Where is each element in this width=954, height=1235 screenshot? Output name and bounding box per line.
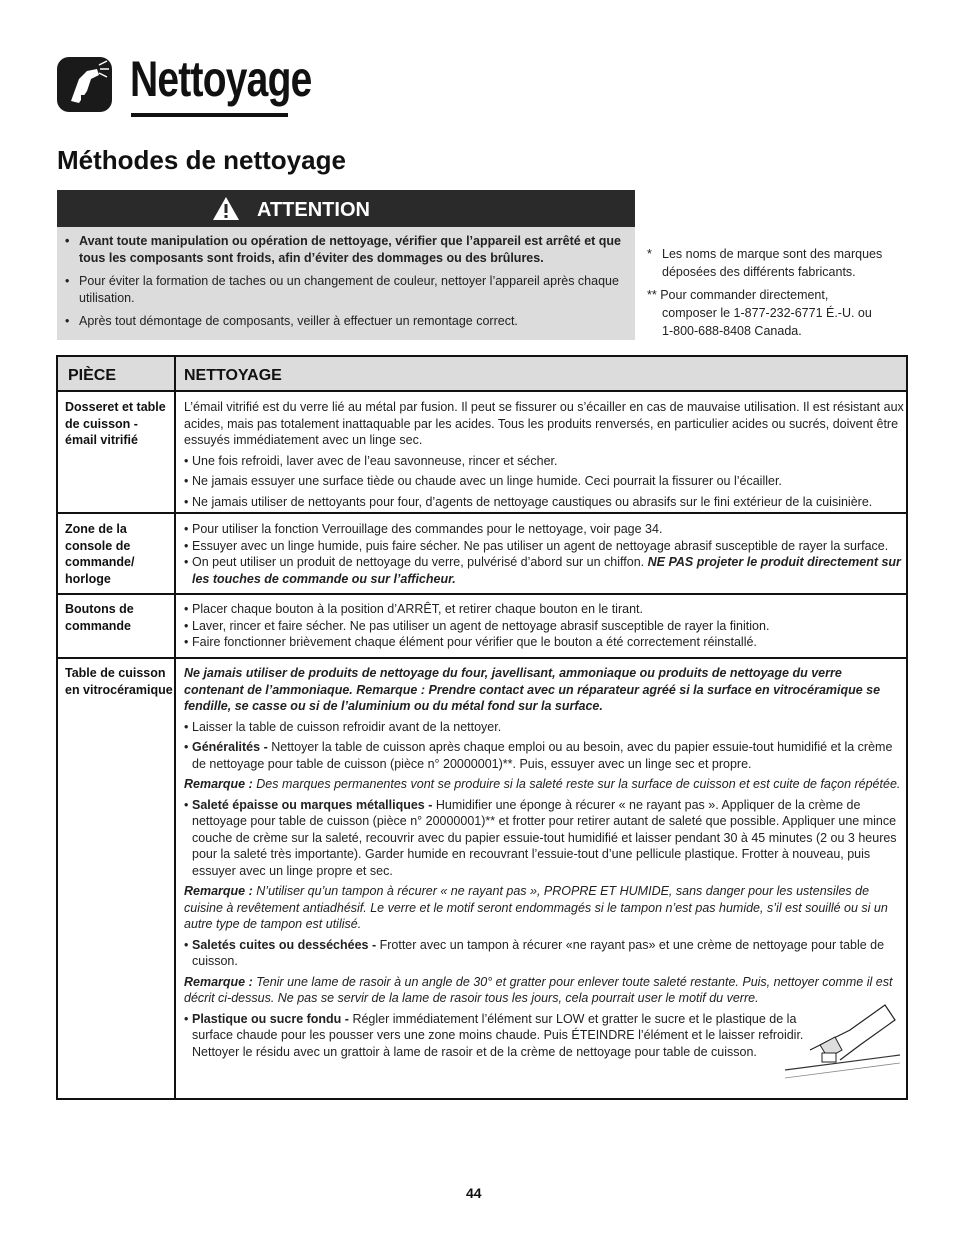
bullet-text: Humidifier une éponge à récurer « ne rayant pas ». Appliquer de la crème de nettoyage pour table de cuisson (pièce n° 20000001)** et frotter pour retirer autant de saleté que possible. Appliquer une mince couche de crème sur la saleté, recouvrir avec du papier essuie-tout humidifié et laisser pendant 30 à 45 minutes (2 ou 3 heures pour la saleté très importante). Garder humide en recouvrant l’essuie-tout d’une pellicule plastique. Frotter à nouveau, puis essuyer avec un linge propre et sec. [192,797,897,878]
row-content [184,601,904,651]
note-label: Remarque : [184,974,253,989]
razor-scraper-illustration [780,990,905,1095]
row-note [184,776,904,793]
row-bullet: • Faire fonctionner brièvement chaque élément pour vérifier que le bouton a été correctement réinstallé. [184,634,904,651]
row-bullet: • Ne jamais essuyer une surface tiède ou chaude avec un linge humide. Ceci pourrait la fissurer ou l’écailler. [184,473,904,490]
bullet-label: Généralités - [192,740,268,754]
column-divider [174,357,176,1098]
bullet-label: Saleté épaisse ou marques métalliques - [192,797,433,812]
row-bullet: • Laisser la table de cuisson refroidir avant de la nettoyer. [184,719,904,736]
bullet-label: Saletés cuites ou desséchées - [192,937,377,952]
row-piece: Dosseret et table de cuisson - émail vitrifié [65,400,166,447]
warning-triangle-icon [212,196,240,221]
column-header-piece: PIÈCE [68,367,117,384]
attention-list [62,233,632,336]
note-text: N’utiliser qu’un tampon à récurer « ne rayant pas », PROPRE ET HUMIDE, sans danger pour les ustensiles de cuisine à revêtement antiadhésif. Le verre et le motif seront endommagés si le tampon n’est pas humide, s’il est souillé ou si un autre type de tampon est utilisé. [184,884,888,931]
row-bullet [184,797,904,880]
footnote-dstar-1: ** Pour commander directement, [647,288,829,302]
row-divider [58,593,906,595]
column-header-nettoyage: NETTOYAGE [184,367,282,384]
row-bullet [184,1011,817,1061]
row-content [184,521,904,587]
row-warning-text: NE PAS projeter le produit directement sur les touches de commande ou sur l’afficheur. [192,555,901,586]
cleaning-spray-icon [57,57,112,112]
note-label: Remarque : [184,777,253,791]
attention-item: • Pour éviter la formation de taches ou un changement de couleur, nettoyer l’appareil après chaque utilisation. [62,273,632,307]
row-bullet: • Essuyer avec un linge humide, puis faire sécher. Ne pas utiliser un agent de nettoyage abrasif susceptible de rayer la surface. [184,538,904,555]
row-piece: Table de cuisson en vitrocéramique [65,666,173,697]
note-text: Des marques permanentes vont se produire si la saleté reste sur la surface de cuisson et est cuite de façon répétée. [256,777,901,791]
row-warning-text: Ne jamais utiliser de produits de nettoyage du four, javellisant, ammoniaque ou produits de nettoyage du verre contenant de l’ammoniaque. Remarque : Prendre contact avec un réparateur agréé si la surface en vitrocéramique se fendille, se casse ou si de l’aluminium ou du métal fond sur la surface. [184,666,881,713]
note-label: Remarque : [184,884,253,898]
section-title: Méthodes de nettoyage [57,145,346,175]
page-title: Nettoyage [130,51,312,107]
row-divider [58,657,906,659]
row-bullet [184,554,904,587]
note-text: Tenir une lame de rasoir à un angle de 30° et gratter pour enlever toute saleté restante. Puis, nettoyer comme il est décrit ci-dessus. Ne pas se servir de la lame de rasoir tous les jours, cela pourrait user le motif du verre. [184,974,893,1005]
footnote-dstar-3: 1-800-688-8408 Canada. [662,324,802,338]
row-bullet: • Laver, rincer et faire sécher. Ne pas utiliser un agent de nettoyage abrasif susceptible de rayer la finition. [184,618,904,635]
bullet-text: Régler immédiatement l’élément sur LOW et gratter le sucre et le plastique de la surface chaude pour les pousser vers une zone moins chaude. Puis ÉTEINDRE l’élément et le laisser refroidir. Nettoyer le résidu avec un grattoir à lame de rasoir et de la crème de nettoyage pour table de cuisson. [192,1011,804,1059]
attention-item: • Après tout démontage de composants, veiller à effectuer un remontage correct. [62,313,632,330]
footnote-star: Les noms de marque sont des marques déposées des différents fabricants. [662,247,883,279]
row-piece: Boutons de commande [65,602,134,633]
title-underline [131,113,288,117]
row-bullet [184,937,904,970]
attention-item: • Avant toute manipulation ou opération de nettoyage, vérifier que l’appareil est arrêté et que tous les composants sont froids, afin d’éviter des dommages ou des brûlures. [62,233,632,267]
row-bullet [184,739,904,772]
page-number: 44 [466,1185,482,1201]
attention-label: ATTENTION [257,199,370,221]
bullet-text: Frotter avec un tampon à récurer «ne rayant pas» et une crème de nettoyage pour table de cuisson. [192,937,885,968]
row-bullet: • Pour utiliser la fonction Verrouillage des commandes pour le nettoyage, voir page 34. [184,521,904,538]
footnote-dstar-2: composer le 1-877-232-6771 É.-U. ou [662,306,872,320]
row-bullet: • Ne jamais utiliser de nettoyants pour four, d’agents de nettoyage caustiques ou abrasifs sur le fini extérieur de la cuisinière. [184,494,904,511]
row-content [184,399,904,514]
footnote-star-mark: * [647,247,652,261]
row-text: L’émail vitrifié est du verre lié au métal par fusion. Il peut se fissurer ou s’écailler en cas de mauvaise utilisation. Il est résistant aux acides, mais pas totalement inattaquable par les acides. Tous les produits renversés, en particulier acides ou sucrés, doivent être essuyés immédiatement avec un linge sec. [184,400,904,447]
row-bullet: • Placer chaque bouton à la position d’ARRÊT, et retirer chaque bouton en le tirant. [184,601,904,618]
bullet-text: Nettoyer la table de cuisson après chaque emploi ou au besoin, avec du papier essuie-tout humidifié et la crème de nettoyage pour table de cuisson (pièce n° 20000001)**. Puis, essuyer avec un linge sec et propre. [192,740,893,771]
bullet-label: Plastique ou sucre fondu - [192,1011,349,1026]
row-bullet: • Une fois refroidi, laver avec de l’eau savonneuse, rincer et sécher. [184,453,904,470]
row-note [184,883,904,933]
row-bullet-text: On peut utiliser un produit de nettoyage du verre, pulvérisé d’abord sur un chiffon. [192,555,645,569]
row-piece: Zone de la console de commande/ horloge [65,522,135,586]
